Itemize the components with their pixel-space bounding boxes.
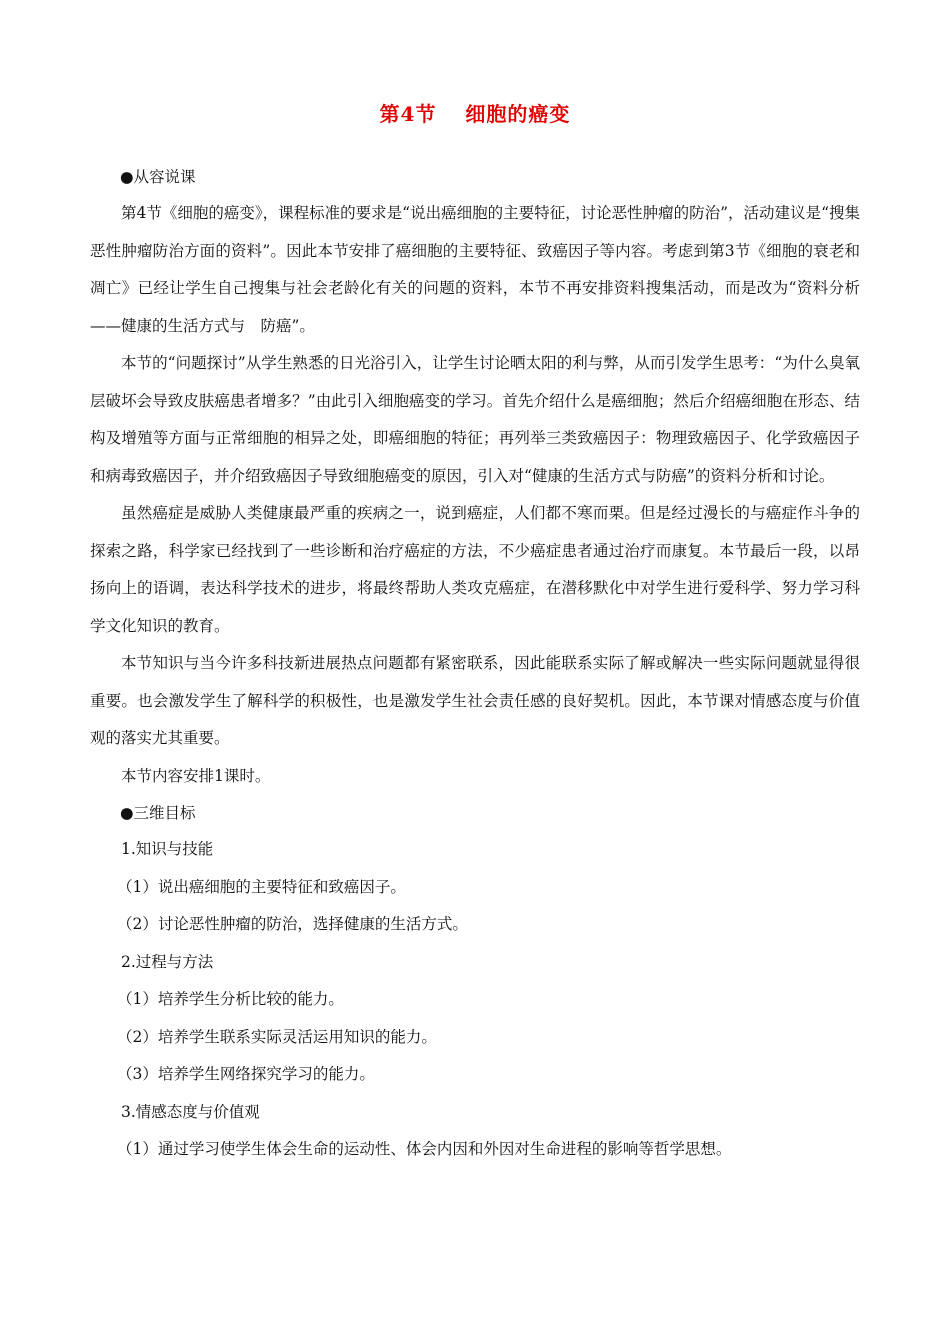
section-heading-three-goals: ●三维目标 <box>120 804 196 822</box>
goal-item: （1）通过学习使学生体会生命的运动性、体会内因和外因对生命进程的影响等哲学思想。 <box>117 1140 732 1158</box>
goal-heading: 2.过程与方法 <box>121 952 214 971</box>
goal-heading: 1.知识与技能 <box>121 840 214 858</box>
paragraph: 第4节《细胞的癌变》，课程标准的要求是“说出癌细胞的主要特征，讨论恶性肿瘤的防治”，活动建议是“搜集恶性肿瘤防治方面的资料”。因此本节安排了癌细胞的主要特征、致癌因子等内容。考虑到第3节《细胞的衰老和凋亡》已经让学生自己搜集与社会老龄化有关的问题的资料，本节不再安排资料搜集活动，而是改为“资料分析——健康的生活方式与 防癌”。 <box>90 204 860 335</box>
section-heading-lesson-talk: ●从容说课 <box>120 168 196 186</box>
paragraph: 本节的“问题探讨”从学生熟悉的日光浴引入，让学生讨论晒太阳的利与弊，从而引发学生思考：“为什么臭氧层破坏会导致皮肤癌患者增多？”由此引入细胞癌变的学习。首先介绍什么是癌细胞；然后介绍癌细胞在形态、结构及增殖等方面与正常细胞的相异之处，即癌细胞的特征；再列举三类致癌因子：物理致癌因子、化学致癌因子和病毒致癌因子，并介绍致癌因子导致细胞癌变的原因，引入对“健康的生活方式与防癌”的资料分析和讨论。 <box>90 354 860 485</box>
goal-item: （1）培养学生分析比较的能力。 <box>117 990 344 1008</box>
paragraph: 虽然癌症是威胁人类健康最严重的疾病之一，说到癌症，人们都不寒而栗。但是经过漫长的与癌症作斗争的探索之路，科学家已经找到了一些诊断和治疗癌症的方法，不少癌症患者通过治疗而康复。本节最后一段，以昂扬向上的语调，表达科学技术的进步，将最终帮助人类攻克癌症，在潜移默化中对学生进行爱科学、努力学习科学文化知识的教育。 <box>90 504 860 635</box>
goal-item: （2）培养学生联系实际灵活运用知识的能力。 <box>117 1027 437 1046</box>
paragraph: 本节内容安排1课时。 <box>121 766 271 785</box>
document-body <box>90 159 860 1169</box>
goal-item: （1）说出癌细胞的主要特征和致癌因子。 <box>117 877 406 896</box>
paragraph: 本节知识与当今许多科技新进展热点问题都有紧密联系，因此能联系实际了解或解决一些实际问题就显得很重要。也会激发学生了解科学的积极性，也是激发学生社会责任感的良好契机。因此，本节课对情感态度与价值观的落实尤其重要。 <box>90 654 860 747</box>
page-title: 第4节 细胞的癌变 <box>379 102 571 126</box>
goal-item: （3）培养学生网络探究学习的能力。 <box>117 1065 375 1083</box>
goal-item: （2）讨论恶性肿瘤的防治，选择健康的生活方式。 <box>117 915 468 933</box>
goal-heading: 3.情感态度与价值观 <box>121 1102 260 1121</box>
